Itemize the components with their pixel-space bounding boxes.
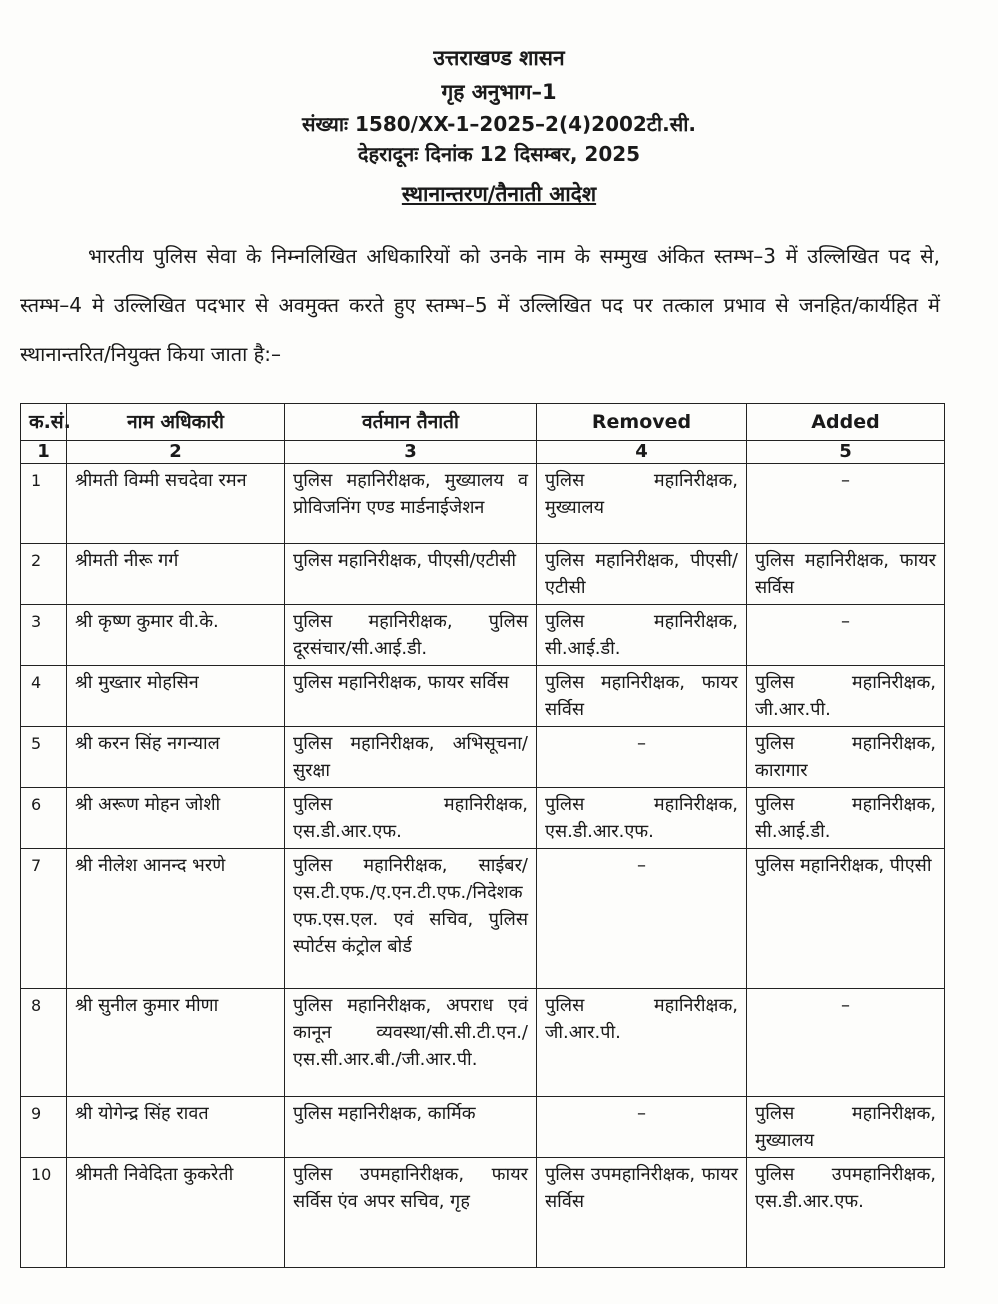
serial-number-cell: 6 [21,788,67,849]
table-row [21,605,945,666]
current-posting-cell: पुलिस महानिरीक्षक, कार्मिक [285,1097,537,1158]
officer-name-cell: श्री करन सिंह नगन्याल [67,727,285,788]
added-cell: पुलिस महानिरीक्षक, फायर सर्विस [747,544,945,605]
serial-number-cell: 1 [21,464,67,544]
serial-number-cell: 8 [21,989,67,1097]
serial-number-cell: 4 [21,666,67,727]
table-header-row [21,404,945,441]
removed-cell: पुलिस महानिरीक्षक, जी.आर.पी. [537,989,747,1097]
added-cell: पुलिस महानिरीक्षक, पीएसी [747,849,945,989]
department-name: गृह अनुभाग–1 [441,80,557,104]
officer-name-cell: श्रीमती विम्मी सचदेवा रमन [67,464,285,544]
table-row [21,727,945,788]
intro-paragraph: भारतीय पुलिस सेवा के निम्नलिखित अधिकारियों को उनके नाम के सम्मुख अंकित स्तम्भ–3 में उल्लिखित पद से, स्तम्भ–4 मे उल्लिखित पदभार से अवमुक्त करते हुए स्तम्भ–5 में उल्लिखित पद पर तत्काल प्रभाव से जनहित/कार्यहित में स्थानान्तरित/नियुक्त किया जाता है:– [20,244,940,366]
serial-number-cell: 10 [21,1158,67,1268]
removed-cell: पुलिस महानिरीक्षक, सी.आई.डी. [537,605,747,666]
order-title: स्थानान्तरण/तैनाती आदेश [401,182,597,206]
officer-name-cell: श्रीमती निवेदिता कुकरेती [67,1158,285,1268]
table-row [21,1097,945,1158]
officer-name-cell: श्री योगेन्द्र सिंह रावत [67,1097,285,1158]
officer-name-cell: श्री कृष्ण कुमार वी.के. [67,605,285,666]
header-serial: क.सं. [21,404,67,441]
current-posting-cell: पुलिस महानिरीक्षक, साईबर/एस.टी.एफ./ए.एन.टी.एफ./निदेशक एफ.एस.एल. एवं सचिव, पुलिस स्पोर्टस कंट्रोल बोर्ड [285,849,537,989]
added-cell: – [747,605,945,666]
serial-number-cell: 2 [21,544,67,605]
table-row [21,989,945,1097]
added-cell: पुलिस महानिरीक्षक, जी.आर.पी. [747,666,945,727]
serial-number-cell: 7 [21,849,67,989]
column-number: 1 [21,441,67,464]
removed-cell: पुलिस महानिरीक्षक, पीएसी/एटीसी [537,544,747,605]
table-row [21,788,945,849]
current-posting-cell: पुलिस महानिरीक्षक, अभिसूचना/सुरक्षा [285,727,537,788]
header-current-posting: वर्तमान तैनाती [285,404,537,441]
removed-cell: – [537,849,747,989]
table-row [21,666,945,727]
column-number: 3 [285,441,537,464]
current-posting-cell: पुलिस महानिरीक्षक, पीएसी/एटीसी [285,544,537,605]
added-cell: पुलिस महानिरीक्षक, सी.आई.डी. [747,788,945,849]
officer-name-cell: श्री नीलेश आनन्द भरणे [67,849,285,989]
current-posting-cell: पुलिस महानिरीक्षक, फायर सर्विस [285,666,537,727]
serial-number-cell: 5 [21,727,67,788]
transfer-table [20,403,945,1268]
added-cell: – [747,989,945,1097]
added-cell: – [747,464,945,544]
current-posting-cell: पुलिस महानिरीक्षक, एस.डी.आर.एफ. [285,788,537,849]
removed-cell: पुलिस महानिरीक्षक, मुख्यालय [537,464,747,544]
header-name: नाम अधिकारी [67,404,285,441]
current-posting-cell: पुलिस महानिरीक्षक, अपराध एवं कानून व्यवस्था/सी.सी.टी.एन./एस.सी.आर.बी./जी.आर.पी. [285,989,537,1097]
current-posting-cell: पुलिस महानिरीक्षक, मुख्यालय व प्रोविजनिंग एण्ड मार्डनाईजेशन [285,464,537,544]
table-row [21,544,945,605]
header-removed: Removed [537,404,747,441]
column-number: 2 [67,441,285,464]
removed-cell: पुलिस महानिरीक्षक, एस.डी.आर.एफ. [537,788,747,849]
column-number-row [21,441,945,464]
order-number: संख्याः 1580/XX-1–2025–2(4)2002टी.सी. [302,112,696,136]
government-name: उत्तराखण्ड शासन [433,46,565,70]
place-date: देहरादूनः दिनांक 12 दिसम्बर, 2025 [357,142,641,166]
removed-cell: पुलिस उपमहानिरीक्षक, फायर सर्विस [537,1158,747,1268]
table-row [21,1158,945,1268]
officer-name-cell: श्री मुख्तार मोहसिन [67,666,285,727]
column-number: 5 [747,441,945,464]
header-added: Added [747,404,945,441]
added-cell: पुलिस महानिरीक्षक, कारागार [747,727,945,788]
column-number: 4 [537,441,747,464]
removed-cell: – [537,1097,747,1158]
added-cell: पुलिस उपमहानिरीक्षक, एस.डी.आर.एफ. [747,1158,945,1268]
table-row [21,464,945,544]
removed-cell: – [537,727,747,788]
added-cell: पुलिस महानिरीक्षक, मुख्यालय [747,1097,945,1158]
removed-cell: पुलिस महानिरीक्षक, फायर सर्विस [537,666,747,727]
serial-number-cell: 9 [21,1097,67,1158]
serial-number-cell: 3 [21,605,67,666]
current-posting-cell: पुलिस उपमहानिरीक्षक, फायर सर्विस एंव अपर सचिव, गृह [285,1158,537,1268]
officer-name-cell: श्रीमती नीरू गर्ग [67,544,285,605]
table-row [21,849,945,989]
officer-name-cell: श्री सुनील कुमार मीणा [67,989,285,1097]
current-posting-cell: पुलिस महानिरीक्षक, पुलिस दूरसंचार/सी.आई.डी. [285,605,537,666]
officer-name-cell: श्री अरूण मोहन जोशी [67,788,285,849]
